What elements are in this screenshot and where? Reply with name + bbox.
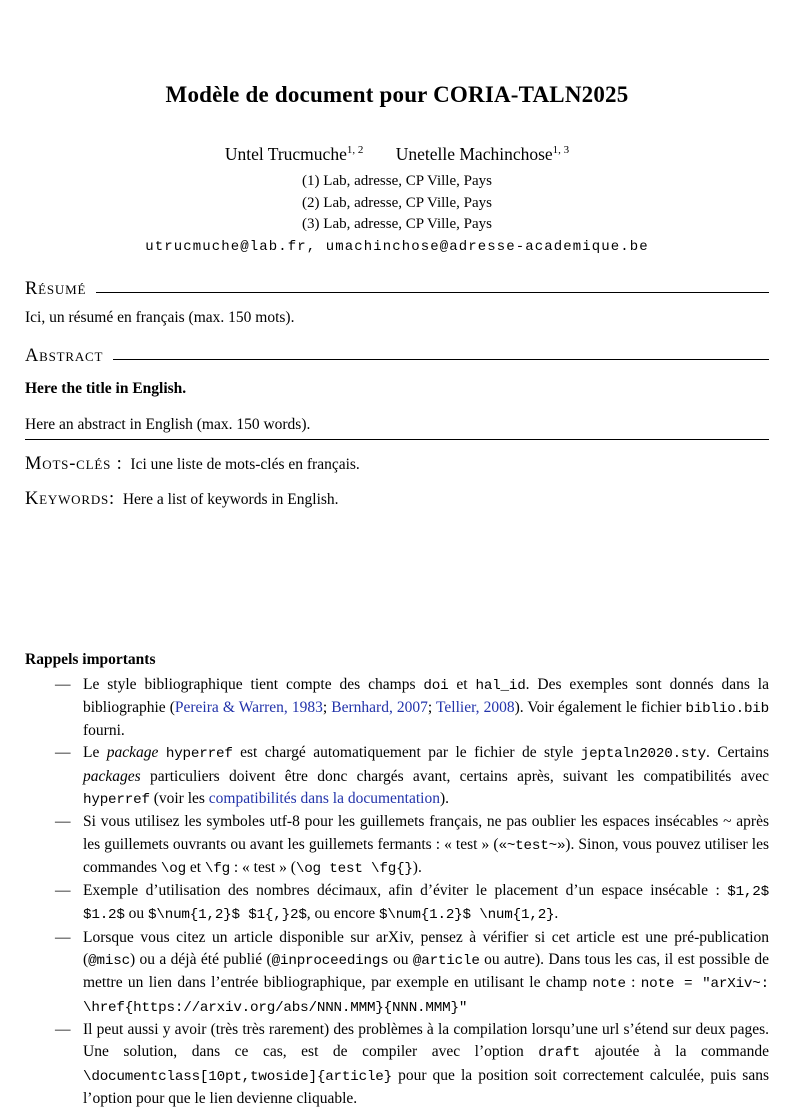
reminder-item xyxy=(55,927,769,1019)
item-dash: — xyxy=(55,928,71,946)
text-run: . xyxy=(554,905,559,923)
reminder-item xyxy=(55,742,769,811)
text-run: est chargé automatiquement par le fichier de style xyxy=(232,744,581,762)
item-dash: — xyxy=(55,744,71,762)
abstract-closing-rule xyxy=(25,439,769,440)
abstract-section-rule xyxy=(113,359,769,360)
affiliation-1: (1) Lab, adresse, CP Ville, Pays xyxy=(302,173,492,189)
resume-label: Résumé xyxy=(25,278,87,299)
affiliations-block xyxy=(25,171,769,236)
text-run: : « test » ( xyxy=(229,858,296,876)
text-run: ; xyxy=(427,698,437,716)
keywords-text: Here a list of keywords in English. xyxy=(122,490,339,508)
code-text: $\num{1.2}$ \num{1,2} xyxy=(379,907,555,924)
authors-line xyxy=(25,144,769,165)
text-run: ou xyxy=(388,951,413,969)
code-text: @article xyxy=(412,953,480,970)
text-run: Le style bibliographique tient compte des champs xyxy=(83,675,424,693)
author-1-name: Untel Trucmuche xyxy=(224,144,347,164)
text-run: Exemple d’utilisation des nombres décimaux, afin d’éviter le placement d’un espace insécable : xyxy=(83,882,728,900)
link[interactable]: Tellier, 2008 xyxy=(436,698,515,716)
item-dash: — xyxy=(55,1020,71,1038)
code-text: @inproceedings xyxy=(271,953,389,970)
text-run: pour que la position soit correctement calculée, puis sans l’option pour que le lien devienne cliquable. xyxy=(83,1066,769,1107)
text-run: particuliers doivent être donc chargés avant, certains après, suivant les compatibilités avec xyxy=(140,767,769,785)
item-dash: — xyxy=(55,882,71,900)
code-text: draft xyxy=(538,1045,581,1062)
text-run: et xyxy=(185,858,205,876)
author-1 xyxy=(225,144,364,164)
item-dash: — xyxy=(55,813,71,831)
motscles-line xyxy=(25,454,769,475)
text-run: ou autre). Dans tous les cas, il est possible de mettre un lien dans l’entrée bibliographique, par exemple en utilisant le champ xyxy=(83,951,770,992)
author-emails: utrucmuche@lab.fr, umachinchose@adresse-academique.be xyxy=(145,238,649,255)
text-run: fourni. xyxy=(83,722,125,740)
text-run: . Des exemples sont donnés dans la bibliographie ( xyxy=(83,675,769,716)
affiliation-3: (3) Lab, adresse, CP Ville, Pays xyxy=(302,216,492,232)
link[interactable]: compatibilités dans la documentation xyxy=(208,789,440,807)
code-text: \og test \fg{} xyxy=(295,860,413,877)
keywords-line xyxy=(25,489,769,510)
abstract-section-header xyxy=(25,346,769,367)
code-text: note = "arXiv~: \href{https://arxiv.org/abs/NNN.MMM}{NNN.MMM}" xyxy=(83,976,769,1016)
item-text xyxy=(83,674,769,743)
code-text: hyperref xyxy=(83,791,150,808)
text-run xyxy=(158,744,165,761)
code-text: \og xyxy=(160,860,186,877)
item-text xyxy=(83,1019,769,1110)
reminder-item xyxy=(55,1019,769,1110)
resume-section-rule xyxy=(96,292,769,293)
item-text xyxy=(83,811,769,880)
code-text: \documentclass[10pt,twoside]{article} xyxy=(83,1068,393,1085)
reminder-item xyxy=(55,674,769,743)
text-run: : xyxy=(625,974,641,992)
text-run: ; xyxy=(322,698,332,716)
abstract-text: Here an abstract in English (max. 150 words). xyxy=(25,415,311,433)
reminder-item xyxy=(55,811,769,880)
text-run: , ou encore xyxy=(306,905,380,923)
link[interactable]: Pereira & Warren, 1983 xyxy=(174,698,323,716)
resume-section-header xyxy=(25,279,769,300)
affiliation-2: (2) Lab, adresse, CP Ville, Pays xyxy=(302,194,492,211)
code-text: hal_id xyxy=(475,677,526,694)
text-run: Lorsque vous citez un article disponible sur arXiv, pensez à vérifier si cet article est une pré-publication ( xyxy=(83,928,769,969)
text-run: ). Sinon, vous pouvez utiliser les commandes xyxy=(83,835,769,876)
author-2 xyxy=(396,144,569,164)
code-text: jeptaln2020.sty xyxy=(580,746,707,763)
motscles-label: Mots-clés : xyxy=(25,453,123,474)
text-run: Il peut aussi y avoir (très très rarement) des problèmes à la compilation lorsqu’une url s’étend sur deux pages. Une solution, dans ce cas, est de compiler avec l’option xyxy=(83,1020,769,1061)
reminders-heading: Rappels importants xyxy=(25,650,156,668)
english-title: Here the title in English. xyxy=(25,379,187,397)
code-text: @misc xyxy=(88,953,130,970)
item-dash: — xyxy=(55,675,71,693)
link[interactable]: Bernhard, 2007 xyxy=(331,698,428,716)
code-text: $\num{1,2}$ $1{,}2$ xyxy=(148,907,307,924)
text-run: . Certains xyxy=(706,744,769,762)
code-text: «~test~» xyxy=(498,837,566,854)
resume-text: Ici, un résumé en français (max. 150 mots). xyxy=(25,308,295,326)
abstract-label: Abstract xyxy=(25,345,104,366)
code-text: doi xyxy=(423,677,449,694)
reminder-item xyxy=(55,880,769,927)
text-run: ). xyxy=(412,858,422,876)
text-run: ). Voir également le fichier xyxy=(514,698,686,716)
paper-title: Modèle de document pour CORIA-TALN2025 xyxy=(165,82,629,107)
text-run: ). xyxy=(439,789,449,807)
text-run: ) ou a déjà été publié ( xyxy=(129,951,272,969)
code-text: \fg xyxy=(204,860,230,877)
author-2-name: Unetelle Machinchose xyxy=(395,144,553,164)
text-run: ajoutée à la commande xyxy=(580,1043,769,1061)
code-text: $1,2$ $1.2$ xyxy=(83,884,769,924)
code-text: hyperref xyxy=(165,746,233,763)
text-run: (voir les xyxy=(149,789,209,807)
author-1-affiliation-marks: 1, 2 xyxy=(346,144,364,157)
author-2-affiliation-marks: 1, 3 xyxy=(552,144,570,157)
reminders-list xyxy=(25,674,769,1111)
item-text xyxy=(83,927,769,1019)
code-text: biblio.bib xyxy=(685,700,769,717)
text-run: Si vous utilisez les symboles utf-8 pour les guillemets français, ne pas oublier les espaces insécables ~ après les guillemets ouvrants ou avant les guillemets fermants : « test » ( xyxy=(83,813,769,853)
emphasis-text: packages xyxy=(83,767,141,785)
motscles-text: Ici une liste de mots-clés en français. xyxy=(130,455,360,473)
keywords-label: Keywords: xyxy=(25,488,115,509)
text-run: Le xyxy=(83,744,107,762)
item-text xyxy=(83,880,769,927)
text-run: ou xyxy=(124,905,149,923)
code-text: note xyxy=(592,976,626,993)
emphasis-text: package xyxy=(106,744,159,762)
text-run: et xyxy=(448,675,476,693)
item-text xyxy=(83,742,769,811)
